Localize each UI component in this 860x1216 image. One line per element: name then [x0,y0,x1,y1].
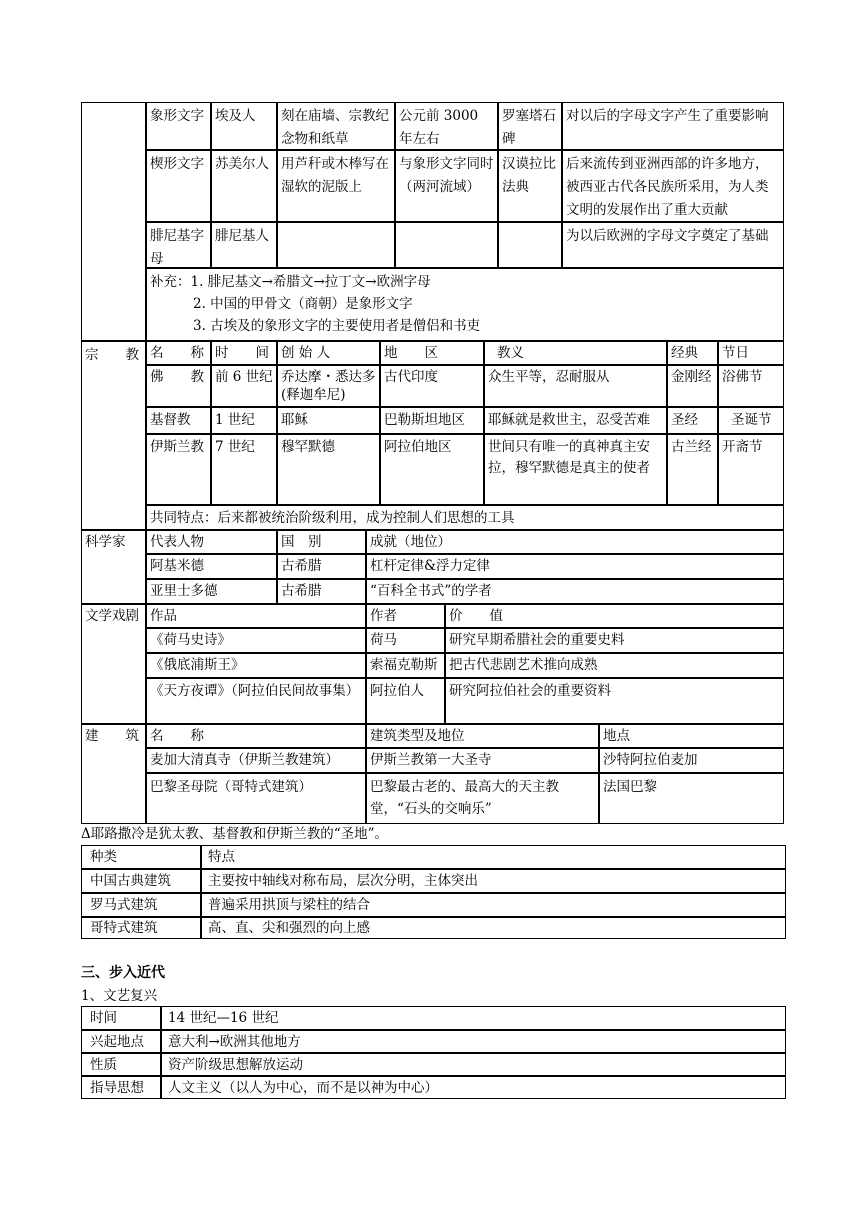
religion-header-cell: 教义 [484,341,667,365]
styles-cell: 中国古典建筑 [81,869,201,893]
styles-header-cell: 特点 [201,845,786,869]
science-cell: “百科全书式”的学者 [366,579,784,604]
religion-cell: 伊斯兰教 [146,434,211,505]
writing-cell: 用芦秆或木棒写在湿软的泥版上 [277,150,395,222]
supplement-line-3: 3. 古埃及的象形文字的主要使用者是僧侣和书吏 [193,318,481,334]
religion-cell: 乔达摩・悉达多(释迦牟尼) [277,365,380,407]
renaissance-label: 指导思想 [81,1076,161,1099]
literature-cell: 阿拉伯人 [366,678,445,724]
architecture-label: 建 筑 [81,724,146,824]
jerusalem-note: Δ耶路撒冷是犹太教、基督教和伊斯兰教的“圣地”。 [81,826,389,842]
architecture-cell: 伊斯兰教第一大圣寺 [366,748,599,773]
literature-cell: 研究阿拉伯社会的重要资料 [445,678,784,724]
religion-cell: 阿拉伯地区 [380,434,484,505]
writing-cell: 与象形文字同时（两河流域） [395,150,498,222]
religion-cell: 世间只有唯一的真神真主安拉，穆罕默德是真主的使者 [484,434,667,505]
literature-header-cell: 作者 [366,604,445,628]
writing-cell: 象形文字 [146,102,211,150]
science-label: 科学家 [81,530,146,604]
religion-cell: 前 6 世纪 [211,365,277,407]
supplement-line-2: 2. 中国的甲骨文（商朝）是象形文字 [193,296,413,312]
religion-header-cell: 地 区 [380,341,484,365]
architecture-cell: 麦加大清真寺（伊斯兰教建筑） [146,748,366,773]
styles-cell: 主要按中轴线对称布局，层次分明，主体突出 [201,869,786,893]
writing-cell: 刻在庙墙、宗教纪念物和纸草 [277,102,395,150]
writing-cell: 为以后欧洲的字母文字奠定了基础 [562,222,784,268]
writing-cell: 对以后的字母文字产生了重要影响 [562,102,784,150]
writing-cell [498,222,562,268]
science-cell: 古希腊 [277,554,366,579]
literature-cell: 《俄底浦斯王》 [146,653,366,678]
section-subtitle: 1、文艺复兴 [81,988,158,1004]
religion-label: 宗 教 [81,341,146,530]
styles-header-cell: 种类 [81,845,201,869]
religion-cell: 浴佛节 [718,365,784,407]
religion-cell: 1 世纪 [211,407,277,434]
religion-header-cell: 经典 [667,341,718,365]
styles-cell: 普遍采用拱顶与梁柱的结合 [201,893,786,917]
writing-cell: 汉谟拉比法典 [498,150,562,222]
architecture-cell: 巴黎最古老的、最高大的天主教堂，“石头的交响乐” [366,773,599,824]
science-cell: 亚里士多德 [146,579,277,604]
writing-cell: 楔形文字 [146,150,211,222]
religion-common: 共同特点：后来都被统治阶级利用，成为控制人们思想的工具 [146,505,784,530]
supplement-line-1: 补充：1. 腓尼基文→希腊文→拉丁文→欧洲字母 [150,274,431,290]
literature-header-cell: 价 值 [445,604,784,628]
science-cell: 阿基米德 [146,554,277,579]
styles-cell: 罗马式建筑 [81,893,201,917]
religion-cell: 众生平等，忍耐服从 [484,365,667,407]
writing-cell: 腓尼基人 [211,222,277,268]
religion-cell: 圣经 [667,407,718,434]
religion-cell: 佛 教 [146,365,211,407]
religion-cell: 7 世纪 [211,434,277,505]
renaissance-value: 资产阶级思想解放运动 [161,1053,786,1076]
architecture-cell: 巴黎圣母院（哥特式建筑） [146,773,366,824]
religion-cell: 圣诞节 [718,407,784,434]
literature-cell: 索福克勒斯 [366,653,445,678]
section-title: 三、步入近代 [81,965,165,981]
religion-header-cell: 名 称 [146,341,211,365]
science-header-cell: 国 别 [277,530,366,554]
literature-label: 文学戏剧 [81,604,146,724]
writing-cell [395,222,498,268]
styles-cell: 哥特式建筑 [81,917,201,939]
writing-cell: 后来流传到亚洲西部的许多地方，被西亚古代各民族所采用，为人类文明的发展作出了重大贡献 [562,150,784,222]
architecture-cell: 沙特阿拉伯麦加 [599,748,784,773]
literature-cell: 荷马 [366,628,445,653]
religion-cell: 古代印度 [380,365,484,407]
literature-cell: 《荷马史诗》 [146,628,366,653]
architecture-header-cell: 名 称 [146,724,366,748]
renaissance-label: 时间 [81,1006,161,1030]
religion-header-cell: 创 始 人 [277,341,380,365]
writing-category-cell [81,102,146,341]
architecture-header-cell: 建筑类型及地位 [366,724,599,748]
renaissance-value: 人文主义（以人为中心，而不是以神为中心） [161,1076,786,1099]
science-cell: 杠杆定律&浮力定律 [366,554,784,579]
writing-cell: 腓尼基字母 [146,222,211,268]
religion-header-cell: 节日 [718,341,784,365]
writing-cell: 公元前 3000 年左右 [395,102,498,150]
science-header-cell: 代表人物 [146,530,277,554]
religion-header-cell: 时 间 [211,341,277,365]
renaissance-label: 兴起地点 [81,1030,161,1053]
architecture-header-cell: 地点 [599,724,784,748]
religion-cell: 穆罕默德 [277,434,380,505]
writing-cell [277,222,395,268]
renaissance-value: 14 世纪—16 世纪 [161,1006,786,1030]
science-cell: 古希腊 [277,579,366,604]
religion-cell: 耶稣 [277,407,380,434]
religion-cell: 开斋节 [718,434,784,505]
religion-cell: 巴勒斯坦地区 [380,407,484,434]
writing-cell: 苏美尔人 [211,150,277,222]
writing-cell: 罗塞塔石碑 [498,102,562,150]
literature-cell: 研究早期希腊社会的重要史料 [445,628,784,653]
religion-cell: 金刚经 [667,365,718,407]
writing-supplement [146,268,784,341]
literature-header-cell: 作品 [146,604,366,628]
literature-cell: 把古代悲剧艺术推向成熟 [445,653,784,678]
religion-cell: 基督教 [146,407,211,434]
writing-cell: 埃及人 [211,102,277,150]
religion-cell: 古兰经 [667,434,718,505]
science-header-cell: 成就（地位） [366,530,784,554]
literature-cell: 《天方夜谭》（阿拉伯民间故事集） [146,678,366,724]
architecture-cell: 法国巴黎 [599,773,784,824]
renaissance-label: 性质 [81,1053,161,1076]
religion-cell: 耶稣就是救世主，忍受苦难 [484,407,667,434]
renaissance-value: 意大利→欧洲其他地方 [161,1030,786,1053]
styles-cell: 高、直、尖和强烈的向上感 [201,917,786,939]
